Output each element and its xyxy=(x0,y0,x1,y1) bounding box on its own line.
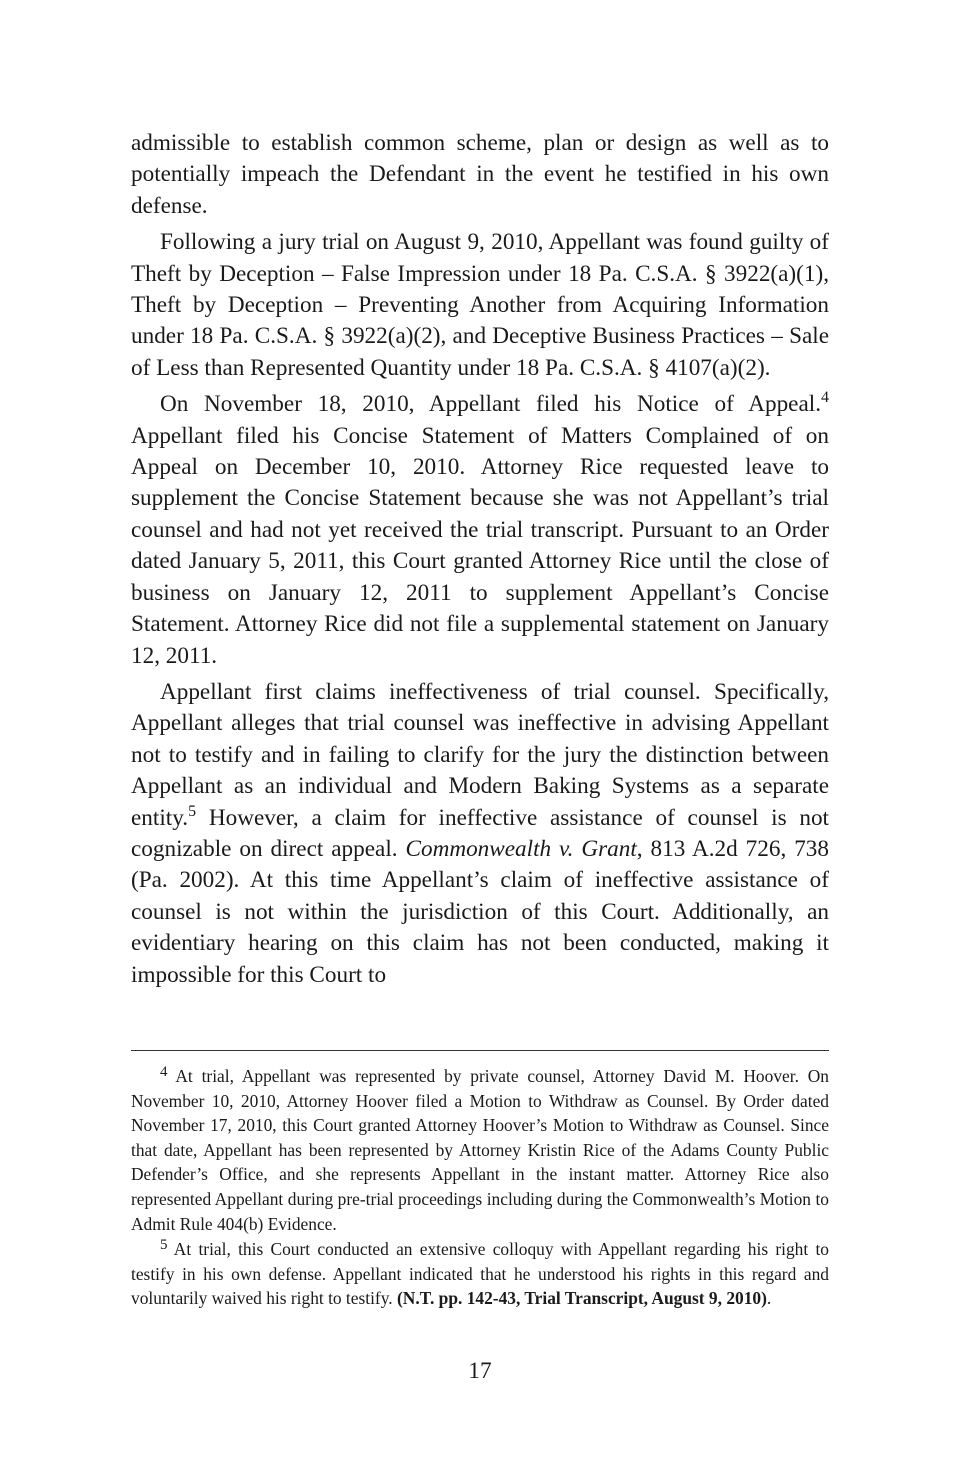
paragraph-text: On November 18, 2010, Appellant filed his Notice of Appeal. xyxy=(160,391,821,418)
paragraph-notice-of-appeal xyxy=(131,389,829,672)
paragraph-text: , 813 A.2d 726, 738 (Pa. 2002). At this time Appellant’s claim of ineffective assistance of counsel is not within the jurisdiction of this Court. Additionally, an evidentiary hearing on this claim has not been conducted, making it impossible for this Court to xyxy=(131,835,829,988)
footnote-5 xyxy=(131,1237,829,1311)
paragraph-text: However, a claim for ineffective assistance of counsel is not cognizable on direct appeal. xyxy=(131,804,829,862)
footnote-text: At trial, this Court conducted an extensive colloquy with Appellant regarding his right to testify in his own defense. Appellant indicated that he understood his rights in this regard and voluntarily waived his right to testify. xyxy=(131,1239,829,1309)
footnotes-section xyxy=(131,1050,829,1312)
paragraph-text: Appellant first claims ineffectiveness of trial counsel. Specifically, Appellant alleges that trial counsel was ineffective in advising Appellant not to testify and in failing to clarify for the jury the distinction between Appellant as an individual and Modern Baking Systems as a separate entity. xyxy=(131,678,829,831)
footnote-divider xyxy=(131,1050,829,1051)
footnote-number: 5 xyxy=(160,1237,168,1254)
case-citation: Commonwealth v. Grant xyxy=(405,835,637,862)
transcript-citation: (N.T. pp. 142-43, Trial Transcript, August 9, 2010) xyxy=(396,1288,767,1309)
paragraph-ineffectiveness xyxy=(131,677,829,991)
footnote-text: At trial, Appellant was represented by private counsel, Attorney David M. Hoover. On November 10, 2010, Attorney Hoover filed a Motion to Withdraw as Counsel. By Order dated November 17, 2010, this Court granted Attorney Hoover’s Motion to Withdraw as Counsel. Since that date, Appellant has been represented by Attorney Kristin Rice of the Adams County Public Defender’s Office, and she represents Appellant in the instant matter. Attorney Rice also represented Appellant during pre-trial proceedings including during the Commonwealth’s Motion to Admit Rule 404(b) Evidence. xyxy=(131,1066,829,1234)
paragraph-text: Appellant filed his Concise Statement of Matters Complained of on Appeal on December 10, 2010. Attorney Rice requested leave to supplement the Concise Statement because she was not Appellant’s trial counsel and had not yet received the trial transcript. Pursuant to an Order dated January 5, 2011, this Court granted Attorney Rice until the close of business on January 12, 2011 to supplement Appellant’s Concise Statement. Attorney Rice did not file a supplemental statement on January 12, 2011. xyxy=(131,422,829,669)
page-number: 17 xyxy=(468,1358,492,1384)
paragraph-text: Following a jury trial on August 9, 2010, Appellant was found guilty of Theft by Deception – False Impression under 18 Pa. C.S.A. § 3922(a)(1), Theft by Deception – Preventing Another from Acquiring Information under 18 Pa. C.S.A. § 3922(a)(2), and Deceptive Business Practices – Sale of Less than Represented Quantity under 18 Pa. C.S.A. § 4107(a)(2). xyxy=(131,229,829,381)
page-body xyxy=(131,128,829,996)
main-text xyxy=(131,128,829,991)
footnote-ref-4[interactable]: 4 xyxy=(821,389,829,407)
footnote-4 xyxy=(131,1064,829,1236)
footnote-number: 4 xyxy=(160,1064,168,1080)
paragraph-continuation xyxy=(131,128,829,222)
paragraph-text: admissible to establish common scheme, plan or design as well as to potentially impeach the Defendant in the event he testified in his own defense. xyxy=(131,130,829,219)
footnote-ref-5[interactable]: 5 xyxy=(188,802,197,820)
footnote-text: . xyxy=(766,1288,772,1309)
paragraph-jury-trial xyxy=(131,227,829,384)
